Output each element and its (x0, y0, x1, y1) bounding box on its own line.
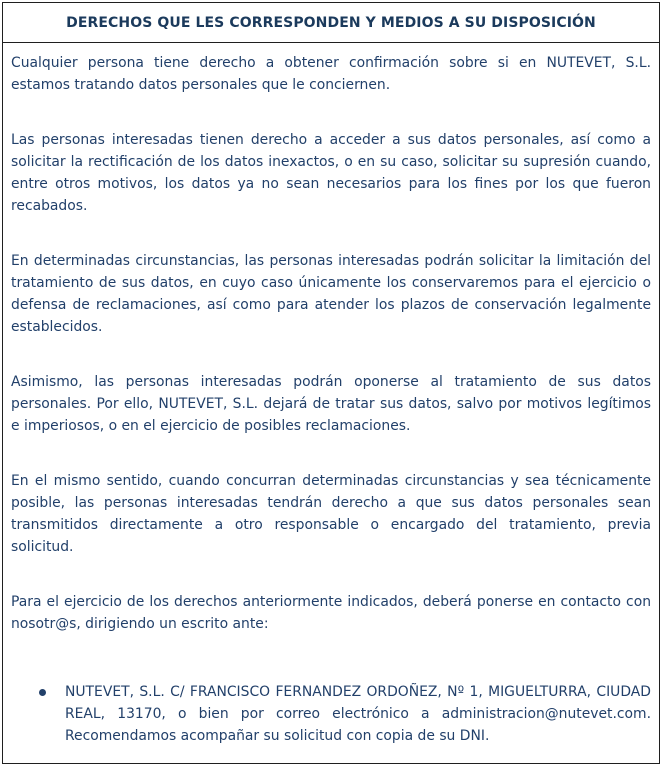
paragraph-portability: En el mismo sentido, cuando concurran determinadas circunstancias y sea técnicamente posible, las personas interesadas tendrán derecho a que sus datos personales sean transmitidos directamente a otro responsable o encargado del tratamiento, previa solicitud. (11, 473, 651, 555)
paragraph-opposition: Asimismo, las personas interesadas podrán oponerse al tratamiento de sus datos personales. Por ello, NUTEVET, S.L. dejará de tratar sus datos, salvo por motivos legítimos e imperiosos, o en el ejercicio de posibles reclamaciones. (11, 374, 651, 434)
section-title: DERECHOS QUE LES CORRESPONDEN Y MEDIOS A SU DISPOSICIÓN (66, 14, 596, 31)
contact-text: NUTEVET, S.L. C/ FRANCISCO FERNANDEZ ORDOÑEZ, Nº 1, MIGUELTURRA, CIUDAD REAL, 13170, o bien por correo electrónico a administracion@nutevet.com. Recomendamos acompañar su solicitud con copia de su DNI. (65, 684, 651, 744)
section-body (3, 43, 659, 747)
paragraph-exercise-rights: Para el ejercicio de los derechos anteriormente indicados, deberá ponerse en contacto con nosotr@s, dirigiendo un escrito ante: (11, 594, 651, 632)
paragraph-access-rectification: Las personas interesadas tienen derecho a acceder a sus datos personales, así como a solicitar la rectificación de los datos inexactos, o en su caso, solicitar su supresión cuando, entre otros motivos, los datos ya no sean necesarios para los fines por los que fueron recabados. (11, 132, 651, 214)
contact-list (11, 681, 651, 747)
list-item (11, 681, 651, 747)
paragraph-limitation: En determinadas circunstancias, las personas interesadas podrán solicitar la limitación del tratamiento de sus datos, en cuyo caso únicamente los conservaremos para el ejercicio o defensa de reclamaciones, así como para atender los plazos de conservación legalmente establecidos. (11, 253, 651, 335)
paragraph-confirmation: Cualquier persona tiene derecho a obtener confirmación sobre si en NUTEVET, S.L. estamos tratando datos personales que le conciernen. (11, 55, 651, 93)
section-header (3, 3, 659, 43)
rights-section (2, 2, 660, 764)
bullet-icon (39, 689, 46, 696)
